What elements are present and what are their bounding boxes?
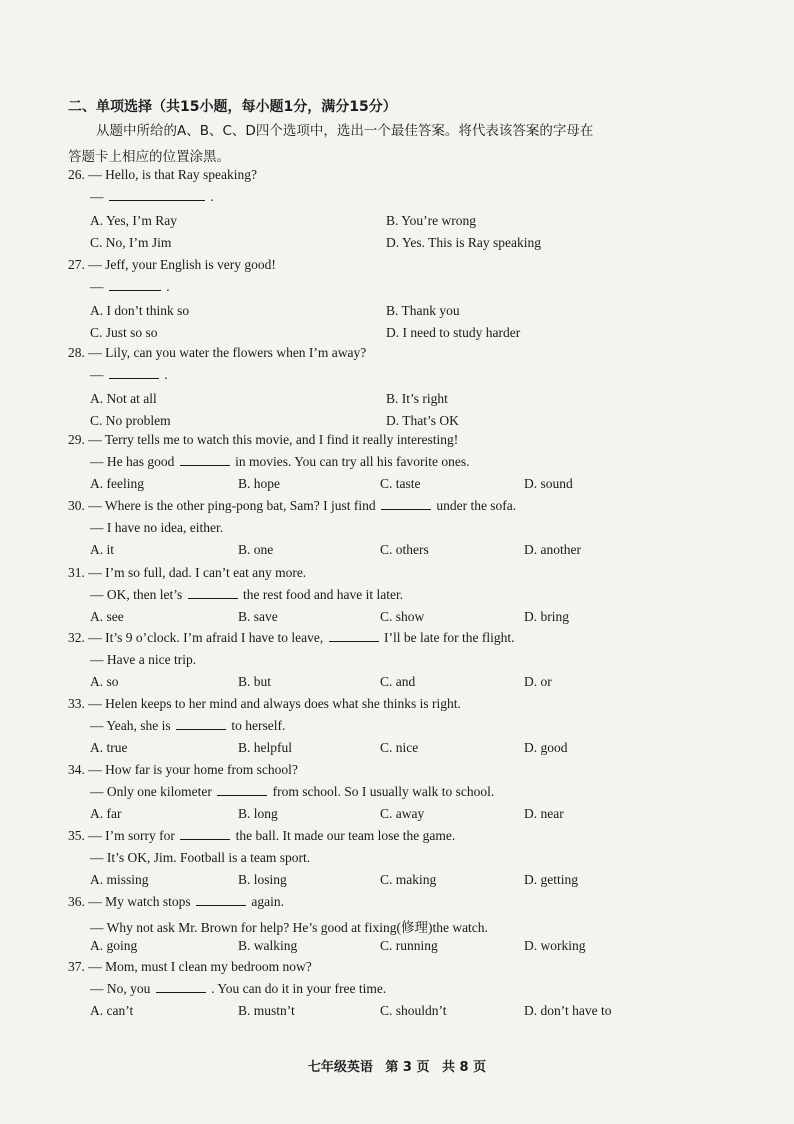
reply-text-post: . You can do it in your free time. — [211, 981, 387, 996]
option-d: D. or — [524, 674, 552, 689]
answer-blank — [196, 894, 246, 906]
question-stem — [68, 257, 276, 273]
option-d: D. good — [524, 740, 568, 755]
stem-text: — Terry tells me to watch this movie, and I find it really interesting! — [88, 432, 459, 447]
question-number: 28. — [68, 345, 85, 360]
reply-text-post: . — [164, 367, 168, 382]
question-reply — [90, 520, 223, 536]
instruction-line-2: 答题卡上相应的位置涂黑。 — [68, 149, 230, 165]
question-stem — [68, 894, 284, 910]
stem-text-post: I’ll be late for the flight. — [384, 630, 515, 645]
stem-text: — I’m so full, dad. I can’t eat any more. — [88, 565, 307, 580]
stem-text: — Lily, can you water the flowers when I’m away? — [88, 345, 367, 360]
question-stem — [68, 696, 461, 712]
reply-text: — Why not ask Mr. Brown for help? He’s good at fixing(修理)the watch. — [90, 920, 488, 935]
footer-total: 共 8 页 — [442, 1060, 487, 1075]
option-b: B. helpful — [238, 740, 292, 755]
question-stem — [68, 828, 455, 844]
answer-blank — [180, 454, 230, 466]
answer-blank — [180, 828, 230, 840]
question-number: 33. — [68, 696, 85, 711]
question-number: 29. — [68, 432, 85, 447]
reply-text-pre: — OK, then let’s — [90, 587, 183, 602]
answer-blank — [381, 498, 431, 510]
reply-text-pre: — No, you — [90, 981, 151, 996]
question-number: 34. — [68, 762, 85, 777]
option-d: D. another — [524, 542, 581, 557]
question-stem — [68, 432, 458, 448]
option-b: B. save — [238, 609, 278, 624]
option-b: B. hope — [238, 476, 280, 491]
option-c: C. show — [380, 609, 425, 624]
answer-blank — [217, 784, 267, 796]
reply-text-pre: — — [90, 367, 104, 382]
option-a: A. it — [90, 542, 115, 557]
reply-text: — It’s OK, Jim. Football is a team sport. — [90, 850, 311, 865]
question-number: 26. — [68, 167, 85, 182]
reply-text-post: in movies. You can try all his favorite ones. — [235, 454, 470, 469]
reply-text-post: from school. So I usually walk to school. — [272, 784, 495, 799]
option-d: D. getting — [524, 872, 578, 887]
reply-text-post: the rest food and have it later. — [243, 587, 404, 602]
option-d: D. That’s OK — [386, 413, 459, 428]
option-b: B. losing — [238, 872, 287, 887]
answer-blank — [109, 279, 161, 291]
option-c: C. and — [380, 674, 416, 689]
option-c: C. shouldn’t — [380, 1003, 447, 1018]
question-number: 37. — [68, 959, 85, 974]
option-d: D. sound — [524, 476, 573, 491]
option-b: B. one — [238, 542, 274, 557]
option-d: D. don’t have to — [524, 1003, 612, 1018]
question-reply — [90, 981, 386, 997]
option-a: A. going — [90, 938, 138, 953]
stem-text: — Hello, is that Ray speaking? — [88, 167, 257, 182]
option-b: B. but — [238, 674, 272, 689]
stem-text-pre: — My watch stops — [88, 894, 191, 909]
answer-blank — [109, 367, 159, 379]
footer-subject: 七年级英语 — [307, 1060, 373, 1075]
question-stem — [68, 565, 306, 581]
reply-text-pre: — Only one kilometer — [90, 784, 212, 799]
option-a: A. Yes, I’m Ray — [90, 213, 178, 228]
option-b: B. You’re wrong — [386, 213, 477, 228]
option-c: C. taste — [380, 476, 421, 491]
option-a: A. see — [90, 609, 124, 624]
question-reply — [90, 652, 196, 668]
option-a: A. so — [90, 674, 119, 689]
answer-blank — [188, 587, 238, 599]
option-a: A. I don’t think so — [90, 303, 190, 318]
reply-text-pre: — — [90, 189, 104, 204]
reply-text-pre: — Yeah, she is — [90, 718, 171, 733]
option-d: D. near — [524, 806, 564, 821]
option-b: B. walking — [238, 938, 298, 953]
option-a: A. feeling — [90, 476, 144, 491]
reply-text-post: to herself. — [231, 718, 286, 733]
instruction-line-1: 从题中所给的A、B、C、D四个选项中，选出一个最佳答案。将代表该答案的字母在 — [96, 123, 594, 139]
question-reply — [90, 189, 214, 205]
question-stem — [68, 762, 298, 778]
stem-text-post: again. — [251, 894, 284, 909]
option-c: C. away — [380, 806, 425, 821]
option-c: C. running — [380, 938, 438, 953]
option-b: B. long — [238, 806, 278, 821]
question-number: 27. — [68, 257, 85, 272]
stem-text-post: the ball. It made our team lose the game. — [235, 828, 456, 843]
reply-text-pre: — — [90, 279, 104, 294]
question-number: 31. — [68, 565, 85, 580]
option-c: C. No problem — [90, 413, 171, 428]
option-b: B. Thank you — [386, 303, 460, 318]
option-c: C. No, I’m Jim — [90, 235, 172, 250]
option-c: C. nice — [380, 740, 419, 755]
question-number: 35. — [68, 828, 85, 843]
question-reply — [90, 279, 170, 295]
question-stem — [68, 630, 514, 646]
question-reply — [90, 850, 310, 866]
reply-text: — I have no idea, either. — [90, 520, 224, 535]
reply-text-post: . — [166, 279, 170, 294]
option-d: D. bring — [524, 609, 569, 624]
option-d: D. working — [524, 938, 586, 953]
option-d: D. I need to study harder — [386, 325, 521, 340]
question-stem — [68, 345, 366, 361]
reply-text-pre: — He has good — [90, 454, 175, 469]
stem-text: — Helen keeps to her mind and always does what she thinks is right. — [88, 696, 461, 711]
question-reply — [90, 587, 403, 603]
stem-text: — Jeff, your English is very good! — [88, 257, 276, 272]
stem-text-pre: — It’s 9 o’clock. I’m afraid I have to leave, — [88, 630, 324, 645]
question-reply — [90, 784, 494, 800]
option-a: A. can’t — [90, 1003, 134, 1018]
option-b: B. mustn’t — [238, 1003, 295, 1018]
question-reply — [90, 718, 285, 734]
option-a: A. true — [90, 740, 128, 755]
question-reply — [90, 916, 488, 936]
page-footer — [0, 1056, 794, 1075]
answer-blank — [109, 189, 205, 201]
footer-page: 第 3 页 — [385, 1060, 430, 1075]
question-stem — [68, 959, 312, 975]
option-d: D. Yes. This is Ray speaking — [386, 235, 542, 250]
option-a: A. Not at all — [90, 391, 157, 406]
option-a: A. far — [90, 806, 122, 821]
question-number: 30. — [68, 498, 85, 513]
answer-blank — [176, 718, 226, 730]
stem-text-pre: — I’m sorry for — [88, 828, 175, 843]
section-title: 二、单项选择（共15小题，每小题1分，满分15分） — [68, 99, 397, 115]
reply-text: — Have a nice trip. — [90, 652, 197, 667]
question-stem — [68, 498, 516, 514]
question-reply — [90, 454, 469, 470]
option-c: C. Just so so — [90, 325, 158, 340]
question-number: 32. — [68, 630, 85, 645]
question-reply — [90, 367, 168, 383]
stem-text-pre: — Where is the other ping-pong bat, Sam? I just find — [88, 498, 376, 513]
stem-text: — Mom, must I clean my bedroom now? — [88, 959, 312, 974]
stem-text-post: under the sofa. — [436, 498, 517, 513]
option-a: A. missing — [90, 872, 149, 887]
reply-text-post: . — [210, 189, 214, 204]
option-b: B. It’s right — [386, 391, 448, 406]
answer-blank — [329, 630, 379, 642]
question-stem — [68, 167, 257, 183]
stem-text: — How far is your home from school? — [88, 762, 298, 777]
answer-blank — [156, 981, 206, 993]
option-c: C. making — [380, 872, 437, 887]
question-number: 36. — [68, 894, 85, 909]
option-c: C. others — [380, 542, 429, 557]
